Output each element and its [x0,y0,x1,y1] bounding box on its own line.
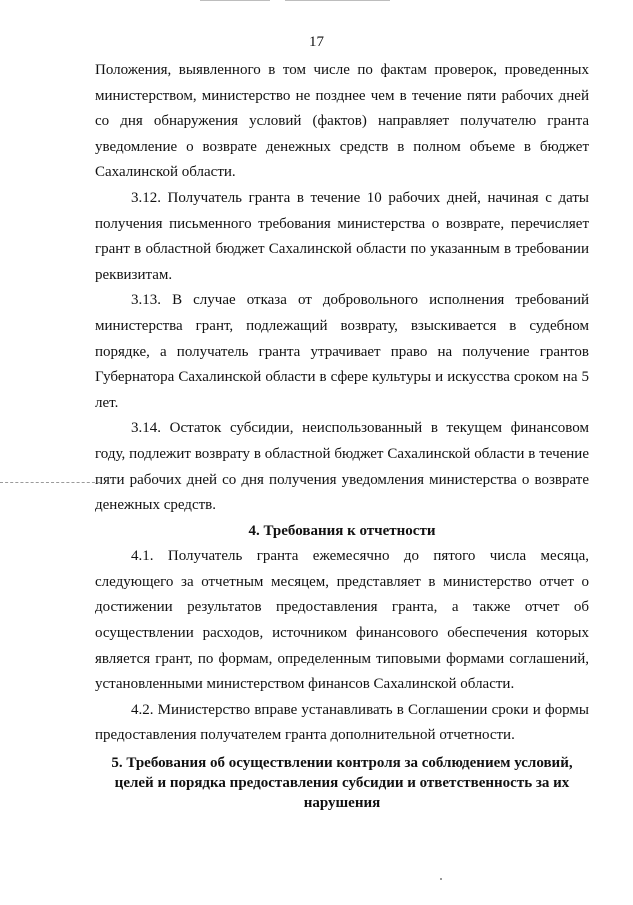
page-number: 17 [309,34,324,50]
section-heading-5: 5. Требования об осуществлении контроля за соблюдением условий, целей и порядка предоставления субсидии и ответственность за их нарушения [111,755,573,812]
document-body [95,58,589,813]
scan-speck [440,878,442,880]
top-edge-line-right [285,0,390,1]
top-edge-line-left [200,0,270,1]
paragraph-3-14: 3.14. Остаток субсидии, неиспользованный в текущем финансовом году, подлежит возврату в областной бюджет Сахалинской области в течение пяти рабочих дней со дня получения уведомления министерства о возврате денежных средств. [95,420,589,514]
paragraph-3-12: 3.12. Получатель гранта в течение 10 рабочих дней, начиная с даты получения письменного требования министерства о возврате, перечисляет грант в областной бюджет Сахалинской области по указанным в требовании реквизитам. [95,189,589,283]
paragraph-3-13: 3.13. В случае отказа от добровольного исполнения требований министерства грант, подлежащий возврату, взыскивается в судебном порядке, а получатель гранта утрачивает право на получение грантов Губернатора Сахалинской области в сфере культуры и искусства сроком на 5 лет. [95,292,589,411]
paragraph-continuation: Положения, выявленного в том числе по фактам проверок, проведенных министерством, министерство не позднее чем в течение пяти рабочих дней со дня обнаружения условий (фактов) направляет получателю гранта уведомление о возврате денежных средств в полном объеме в бюджет Сахалинской области. [95,62,589,181]
paragraph-4-2: 4.2. Министерство вправе устанавливать в Соглашении сроки и формы предоставления получателем гранта дополнительной отчетности. [95,701,589,744]
paragraph-4-1: 4.1. Получатель гранта ежемесячно до пятого числа месяца, следующего за отчетным месяцем, представляет в министерство отчет о достижении результатов предоставления гранта, а также отчет об осуществлении расходов, источником финансового обеспечения которых является грант, по формам, определенным типовыми формами соглашений, установленными министерством финансов Сахалинской области. [95,548,589,693]
section-heading-4: 4. Требования к отчетности [248,522,436,539]
scan-margin-mark [0,482,100,483]
